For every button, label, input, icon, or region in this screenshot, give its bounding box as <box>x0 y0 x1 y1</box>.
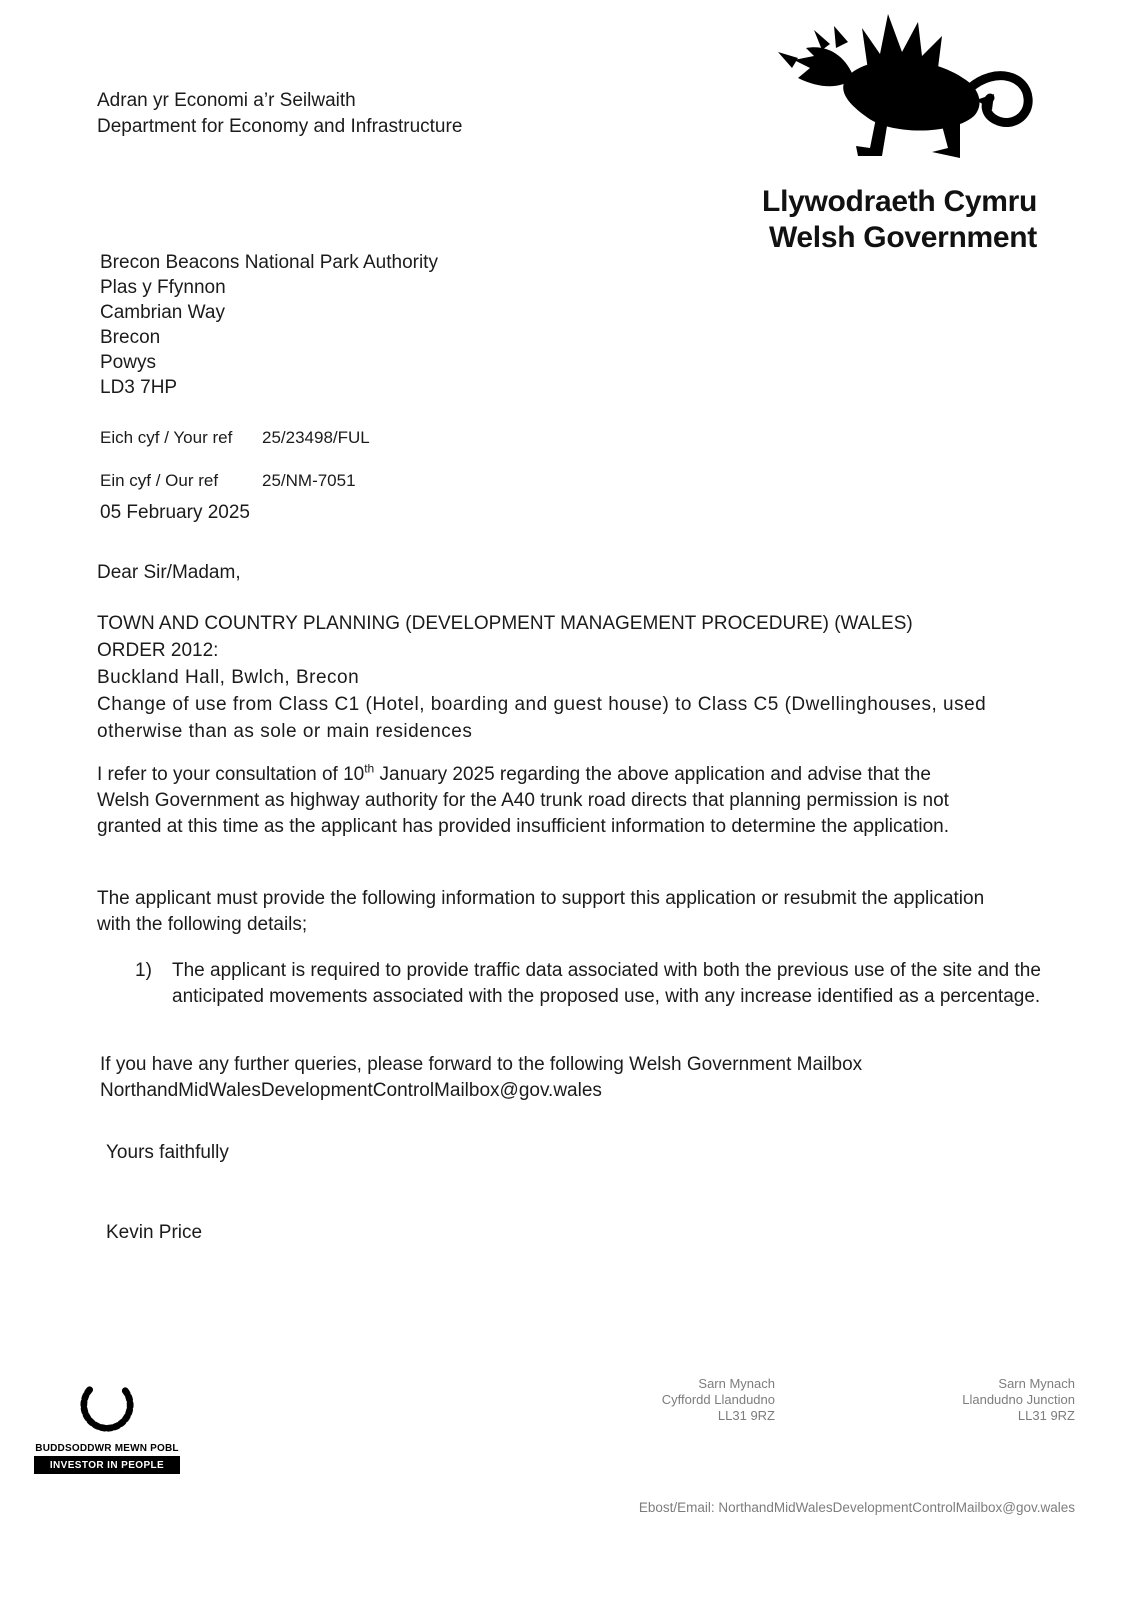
salutation: Dear Sir/Madam, <box>97 562 241 583</box>
letter-date: 05 February 2025 <box>100 502 250 523</box>
subject-title-line1: TOWN AND COUNTRY PLANNING (DEVELOPMENT MANAGEMENT PROCEDURE) (WALES) <box>97 613 913 634</box>
your-ref-row <box>100 428 370 448</box>
welsh-government-logo <box>770 8 1042 176</box>
footer-address-english <box>962 1376 1075 1424</box>
recipient-line: Brecon Beacons National Park Authority <box>100 252 438 273</box>
list-item-number: 1) <box>135 960 152 981</box>
para1-text-post: January 2025 regarding the above application and advise that the Welsh Government as highway authority for the A40 trunk road directs that planning permission is not granted at this time as the applicant has provided insufficient information to determine the application. <box>97 764 949 837</box>
iip-label-welsh: BUDDSODDWR MEWN POBL <box>35 1443 179 1454</box>
closing: Yours faithfully <box>106 1142 229 1163</box>
our-ref-label: Ein cyf / Our ref <box>100 471 219 490</box>
recipient-line: LD3 7HP <box>100 377 178 398</box>
laurel-wreath-icon <box>34 1382 180 1443</box>
investor-in-people-logo <box>33 1377 181 1497</box>
subject-title-line2: ORDER 2012: <box>97 640 219 661</box>
recipient-line: Brecon <box>100 327 161 348</box>
footer-address-line: Llandudno Junction <box>962 1392 1075 1407</box>
subject-proposal: Change of use from Class C1 (Hotel, boarding and guest house) to Class C5 (Dwellinghouses, used otherwise than as sole or main residences <box>97 694 987 742</box>
iip-label-english: INVESTOR IN PEOPLE <box>34 1456 180 1474</box>
subject-site: Buckland Hall, Bwlch, Brecon <box>97 667 360 688</box>
ordinal-superscript: th <box>364 761 375 776</box>
para1-text-pre: I refer to your consultation of 10 <box>97 764 365 785</box>
department-header <box>97 88 462 140</box>
wordmark-english: Welsh Government <box>768 221 1037 254</box>
recipient-line: Cambrian Way <box>100 302 225 323</box>
welsh-government-wordmark <box>762 184 1037 256</box>
footer-address-line: Sarn Mynach <box>698 1376 775 1391</box>
recipient-line: Plas y Ffynnon <box>100 277 226 298</box>
subject-block <box>97 610 1055 745</box>
our-ref-row <box>100 471 370 491</box>
footer-address-line: LL31 9RZ <box>1017 1408 1075 1423</box>
your-ref-label: Eich cyf / Your ref <box>100 428 233 447</box>
footer-email: Ebost/Email: NorthandMidWalesDevelopmentControlMailbox@gov.wales <box>638 1500 1075 1515</box>
signatory-name: Kevin Price <box>106 1222 203 1243</box>
para3-line1: If you have any further queries, please forward to the following Welsh Government Mailbox <box>100 1054 863 1075</box>
your-ref-value: 25/23498/FUL <box>262 428 370 447</box>
recipient-line: Powys <box>100 352 156 373</box>
department-name-english: Department for Economy and Infrastructure <box>97 116 463 137</box>
list-item-1 <box>135 958 1080 1010</box>
footer-address-welsh <box>662 1376 775 1424</box>
footer-address-line: LL31 9RZ <box>717 1408 775 1423</box>
department-name-welsh: Adran yr Economi a’r Seilwaith <box>97 90 356 111</box>
mailbox-email-text: NorthandMidWalesDevelopmentControlMailbox@gov.wales <box>100 1080 602 1101</box>
footer-address-line: Sarn Mynach <box>998 1376 1075 1391</box>
body-paragraph-2: The applicant must provide the following information to support this application or resubmit the application with the following details; <box>97 888 985 935</box>
body-paragraph-1 <box>97 762 975 840</box>
recipient-address <box>100 250 438 400</box>
body-paragraph-3 <box>100 1052 1060 1104</box>
our-ref-value: 25/NM-7051 <box>262 471 356 490</box>
list-item-text: The applicant is required to provide traffic data associated with both the previous use of the site and the anticipated movements associated with the proposed use, with any increase identified as a percentage. <box>172 960 1041 1007</box>
wordmark-welsh: Llywodraeth Cymru <box>762 185 1037 218</box>
dragon-icon <box>770 8 1042 176</box>
footer-address-line: Cyffordd Llandudno <box>661 1392 775 1407</box>
